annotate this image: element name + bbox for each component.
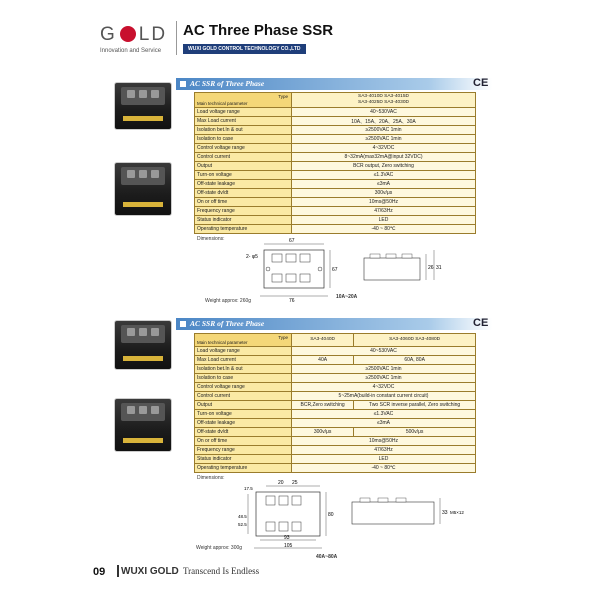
param-header: Main technical parameter: [197, 340, 248, 345]
table-row: [195, 383, 476, 392]
dim-holes: 2- φ5: [246, 254, 258, 260]
param-value: 300v/μs: [292, 189, 476, 198]
param-name: Isolation bet.In & out: [195, 365, 292, 374]
param-value-a: 40A: [292, 356, 354, 365]
param-name: Operating temperature: [195, 225, 292, 234]
dim-s2: M5×12: [450, 510, 464, 515]
table-row: [195, 117, 476, 126]
table-row: [195, 347, 476, 356]
page-title: AC Three Phase SSR: [183, 22, 334, 39]
param-name: Output: [195, 162, 292, 171]
table-row: [195, 464, 476, 473]
param-value: 4~32VDC: [292, 383, 476, 392]
param-value: LED: [292, 216, 476, 225]
table-row: [195, 180, 476, 189]
dim-s1: 33: [442, 510, 448, 516]
dimension-drawing-1: [246, 236, 486, 306]
company-logo: [100, 24, 167, 46]
table-row: [195, 153, 476, 162]
param-name: Control current: [195, 153, 292, 162]
param-name: Operating temperature: [195, 464, 292, 473]
table-row: [195, 108, 476, 117]
dim-b1: 93: [284, 535, 290, 541]
param-value: -40 ~ 80℃: [292, 464, 476, 473]
dim-side-h1: 26: [428, 265, 434, 271]
spec-table-2: [194, 333, 476, 473]
dim-l1: 48.5: [238, 514, 247, 519]
table-header-row: [195, 93, 476, 108]
dim-t1: 20: [278, 480, 284, 486]
table-corner-cell: [195, 93, 292, 108]
param-name: On or off time: [195, 437, 292, 446]
footer-divider: [117, 565, 119, 577]
table-row: [195, 401, 476, 410]
page-number: 09: [93, 566, 106, 578]
param-header: Main technical parameter: [197, 101, 248, 106]
table-row: [195, 216, 476, 225]
product-photo-small-1: [114, 82, 172, 130]
table-row: [195, 144, 476, 153]
table-row: [195, 207, 476, 216]
table-row: [195, 428, 476, 437]
param-value: 10A、15A、20A、25A、30A: [292, 117, 476, 126]
model-range-1: 10A~20A: [336, 294, 358, 300]
weight-1: Weight approx: 260g: [205, 298, 252, 304]
param-name: Load voltage range: [195, 108, 292, 117]
table-row: [195, 410, 476, 419]
param-value: -40 ~ 80℃: [292, 225, 476, 234]
spec-table-1: [194, 92, 476, 234]
table-row: [195, 374, 476, 383]
tagline: Innovation and Service: [100, 48, 162, 54]
weight-2: Weight approx: 300g: [196, 545, 243, 551]
table-row: [195, 171, 476, 180]
param-value: LED: [292, 455, 476, 464]
param-name: Output: [195, 401, 292, 410]
dim-side-h2: 31: [436, 265, 442, 271]
param-value: 8~32mA(max32mA@input 32VDC): [292, 153, 476, 162]
table-row: [195, 437, 476, 446]
table-row: [195, 365, 476, 374]
table-row: [195, 225, 476, 234]
param-name: Turn-on voltage: [195, 410, 292, 419]
table-row: [195, 455, 476, 464]
ce-mark-1: CE: [473, 77, 489, 89]
param-name: Control voltage range: [195, 383, 292, 392]
param-value: ≥2500VAC 1min: [292, 374, 476, 383]
param-value: 10ms@50Hz: [292, 198, 476, 207]
dim-b2: 105: [284, 543, 293, 549]
param-value: 47/63Hz: [292, 207, 476, 216]
param-value: 40~530VAC: [292, 347, 476, 356]
param-name: Turn-on voltage: [195, 171, 292, 180]
table-row: [195, 162, 476, 171]
param-name: On or off time: [195, 198, 292, 207]
param-name: Load voltage range: [195, 347, 292, 356]
logo-emblem-icon: [120, 26, 136, 42]
model-type-a: SA3-4040D: [292, 334, 354, 347]
dimensions-label-2: Dimensions:: [197, 475, 225, 481]
param-value-a: BCR,Zero switching: [292, 401, 354, 410]
param-value: 47/63Hz: [292, 446, 476, 455]
dimension-drawing-2: [236, 478, 472, 552]
param-value: ≤1.3VAC: [292, 410, 476, 419]
dim-t3: 17.5: [244, 486, 253, 491]
param-value: 10ms@50Hz: [292, 437, 476, 446]
model-range-2: 40A~80A: [316, 554, 338, 560]
table-header-row: [195, 334, 476, 347]
param-name: Max Load current: [195, 356, 292, 365]
param-value: ≥2500VAC 1min: [292, 126, 476, 135]
table-row: [195, 126, 476, 135]
dim-r1: 80: [328, 512, 334, 518]
table-row: [195, 135, 476, 144]
param-value: 40~530VAC: [292, 108, 476, 117]
table-row: [195, 189, 476, 198]
param-value: ≤3mA: [292, 180, 476, 189]
ce-mark-2: CE: [473, 317, 489, 329]
logo-text-left: G: [100, 24, 117, 45]
param-name: Off-state leakage: [195, 419, 292, 428]
section1-title-bar: [176, 78, 492, 90]
model-type-b: SA3-4060D SA3-4080D: [354, 334, 476, 347]
footer-brand: WUXI GOLD: [121, 566, 179, 577]
param-value-b: 500v/μs: [354, 428, 476, 437]
param-value: 5~25mA(build-in constant current circuit): [292, 392, 476, 401]
table-corner-cell: [195, 334, 292, 347]
header-divider: [176, 21, 177, 55]
product-photo-small-2: [114, 162, 172, 216]
param-value-b: Two SCR inverse parallel, Zero switching: [354, 401, 476, 410]
model-types: SA3-4010D SA3-4015D SA3-4025D SA3-4030D: [292, 93, 476, 108]
table-row: [195, 392, 476, 401]
dim-right: 67: [332, 267, 338, 273]
footer-slogan: Transcend Is Endless: [183, 566, 260, 576]
param-value: BCR output, Zero switching: [292, 162, 476, 171]
param-name: Control current: [195, 392, 292, 401]
param-value: 4~32VDC: [292, 144, 476, 153]
dim-t2: 25: [292, 480, 298, 486]
logo-text-right: LD: [138, 24, 168, 45]
product-photo-large-1: [114, 320, 172, 370]
param-name: Isolation bet.In & out: [195, 126, 292, 135]
type-header: Type: [278, 335, 288, 340]
param-value-b: 60A, 80A: [354, 356, 476, 365]
param-value: ≤1.3VAC: [292, 171, 476, 180]
param-name: Max Load current: [195, 117, 292, 126]
type-header: Type: [278, 94, 288, 99]
table-row: [195, 446, 476, 455]
param-value: ≤3mA: [292, 419, 476, 428]
section1-title: AC SSR of Three Phase: [190, 79, 265, 88]
dim-l2: 52.5: [238, 522, 247, 527]
param-value-a: 300v/μs: [292, 428, 354, 437]
dim-top: 67: [289, 238, 295, 244]
table-row: [195, 419, 476, 428]
param-name: Isolation to case: [195, 374, 292, 383]
section2-title: AC SSR of Three Phase: [190, 319, 265, 328]
table-row: [195, 198, 476, 207]
table-row: [195, 356, 476, 365]
section2-title-bar: [176, 318, 492, 330]
dim-bottom: 76: [289, 298, 295, 304]
param-name: Control voltage range: [195, 144, 292, 153]
param-name: Status indicator: [195, 455, 292, 464]
param-name: Off-state dv/dt: [195, 428, 292, 437]
param-name: Off-state leakage: [195, 180, 292, 189]
param-name: Off-state dv/dt: [195, 189, 292, 198]
param-name: Frequency range: [195, 207, 292, 216]
product-photo-large-2: [114, 398, 172, 452]
param-value: ≥2500VAC 1min: [292, 365, 476, 374]
dimensions-label-1: Dimensions:: [197, 236, 225, 242]
company-name-bar: WUXI GOLD CONTROL TECHNOLOGY CO.,LTD: [183, 44, 306, 54]
param-name: Status indicator: [195, 216, 292, 225]
param-name: Isolation to case: [195, 135, 292, 144]
param-name: Frequency range: [195, 446, 292, 455]
param-value: ≥2500VAC 1min: [292, 135, 476, 144]
